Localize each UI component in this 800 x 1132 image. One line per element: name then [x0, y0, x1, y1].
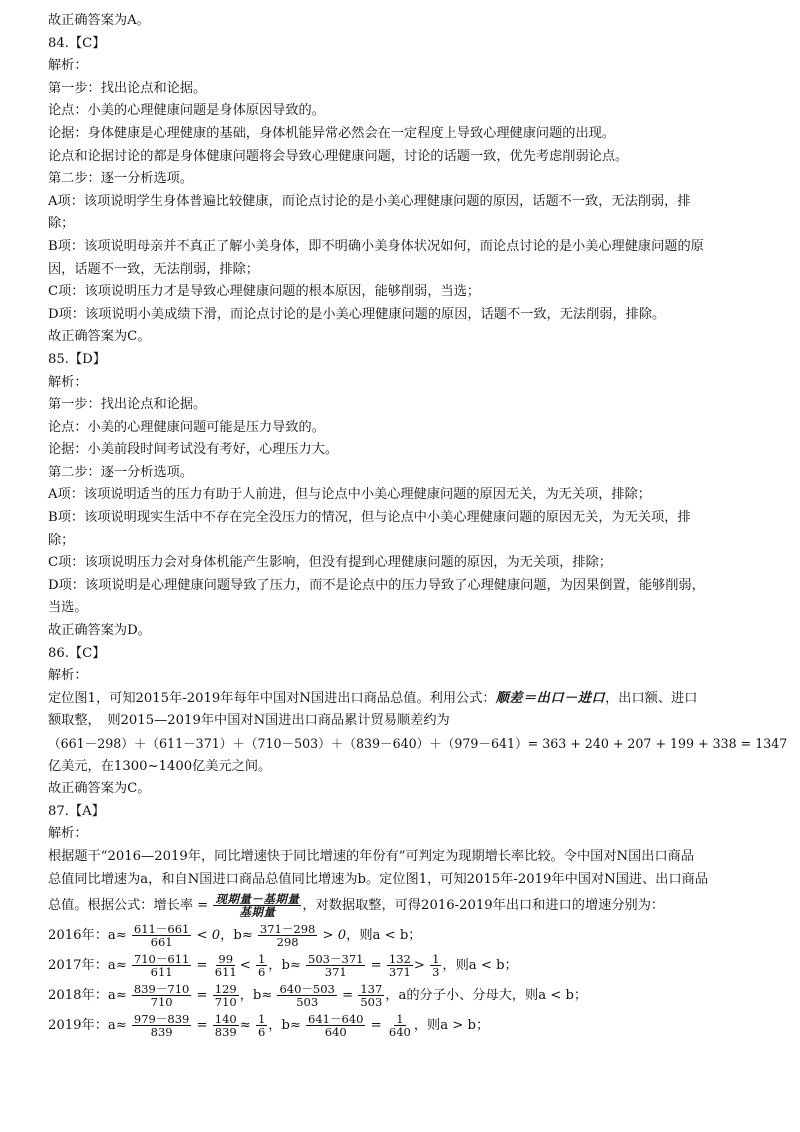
text-line: 当选。	[48, 600, 88, 616]
text-line: 总值同比增速为a，和自N国进口商品总值同比增速为b。定位图1，可知2015年-2019年中国对N国进、出口商品	[48, 871, 709, 887]
text-line: 论据：小美前段时间考试没有考好，心理压力大。	[48, 442, 339, 458]
text-line: 第一步：找出论点和论据。	[48, 397, 207, 413]
text-line: 第二步：逐一分析选项。	[48, 171, 194, 187]
text-line: 故正确答案为D。	[48, 623, 151, 639]
text-line: 论点和论据讨论的都是身体健康问题将会导致心理健康问题，讨论的话题一致，优先考虑削弱论点。	[48, 148, 629, 164]
text-segment: ，对数据取整，可得2016-2019年出口和进口的增速分别为：	[302, 898, 665, 914]
text-line: 第一步：找出论点和论据。	[48, 80, 207, 96]
text-line: 故正确答案为C。	[48, 329, 151, 345]
text-line: D项：该项说明是心理健康问题导致了压力，而不是论点中的压力导致了心理健康问题，为因果倒置，能够削弱，	[48, 577, 705, 593]
text-line: A项：该项说明学生身体普遍比较健康，而论点讨论的是小美心理健康问题的原因，话题不一致，无法削弱，排	[48, 193, 691, 209]
text-line: 解析：	[48, 374, 88, 390]
growth-rate-fraction: $\frac{\text{现期量－基期量}}{\text{基期量}}$	[215, 892, 300, 920]
text-line: 论据：身体健康是心理健康的基础，身体机能异常必然会在一定程度上导致心理健康问题的出现。	[48, 125, 616, 141]
year-2017-line: 2017年：a≈ $\frac{710-611}{611}$ = $\frac{99}{611}$ < $\frac{1}{6}$ ，b≈ $\frac{503-371}{371}$ = $\frac{132}{371}$ > $\frac{1}{3}$ ，则a < b；	[48, 952, 518, 980]
text-line: 故正确答案为A。	[48, 13, 150, 28]
year-2019-line: 2019年：a≈ $\frac{979-839}{839}$ = $\frac{140}{839}$ ≈ $\frac{1}{6}$ ，b≈ $\frac{641-640}{640}$ = $\frac{1}{640}$ ，则a > b；	[48, 1012, 490, 1040]
text-line: 第二步：逐一分析选项。	[48, 464, 194, 480]
text-line: C项：该项说明压力会对身体机能产生影响，但没有提到心理健康问题的原因，为无关项，排除；	[48, 555, 612, 571]
text-line: A项：该项说明适当的压力有助于人前进，但与论点中小美心理健康问题的原因无关，为无关项，排除；	[48, 487, 651, 503]
text-line: 解析：	[48, 58, 88, 74]
text-line: D项：该项说明小美成绩下滑，而论点讨论的是小美心理健康问题的原因，话题不一致，无法削弱，排除。	[48, 306, 666, 322]
text-line: 亿美元，在1300~1400亿美元之间。	[48, 758, 272, 774]
text-segment: ，出口额、进口	[605, 690, 698, 706]
text-line: B项：该项说明母亲并不真正了解小美身体，即不明确小美身体状况如何，而论点讨论的是小美心理健康问题的原	[48, 238, 704, 254]
text-line: 论点：小美的心理健康问题是身体原因导致的。	[48, 103, 325, 119]
question-number: 84.【C】	[48, 35, 106, 51]
document-page	[48, 10, 788, 1041]
year-2016-line: 2016年：a≈ $\frac{611-661}{661}$ < 0，b≈ $\frac{371-298}{298}$ > 0，则a < b；	[48, 922, 422, 950]
text-line: 根据题干“2016—2019年，同比增速快于同比增速的年份有”可判定为现期增长率比较。令中国对N国出口商品	[48, 848, 695, 864]
text-line: 故正确答案为C。	[48, 781, 151, 797]
text-segment: 定位图1，可知2015年-2019年每年中国对N国进出口商品总值。利用公式：	[48, 690, 496, 706]
growth-formula-line: 总值。根据公式：增长率 = $\frac{\text{现期量－基期量}}{\text{基期量}}$ ，对数据取整，可得2016-2019年出口和进口的增速分别为：	[48, 892, 665, 920]
calculation-line: （661－298）＋（611－371）＋（710－503）＋（839－640）＋（979－641）= 363 + 240 + 207 + 199 + 338 = 1347	[48, 736, 788, 751]
text-line: 除；	[48, 216, 75, 232]
text-line: 除；	[48, 532, 75, 548]
text-line: C项：该项说明压力才是导致心理健康问题的根本原因，能够削弱，当选；	[48, 284, 481, 300]
text-line: B项：该项说明现实生活中不存在完全没压力的情况，但与论点中小美心理健康问题的原因无关，为无关项，排	[48, 510, 691, 526]
question-number: 87.【A】	[48, 803, 105, 819]
text-segment: 总值。根据公式：增长率	[48, 898, 194, 914]
year-2018-line: 2018年：a≈ $\frac{839-710}{710}$ = $\frac{129}{710}$ ，b≈ $\frac{640-503}{503}$ = $\frac{137}{503}$ ，a的分子小、分母大，则a < b；	[48, 982, 588, 1010]
text-line: 因，话题不一致，无法削弱，排除；	[48, 261, 259, 277]
surplus-formula: 顺差＝出口－进口	[495, 690, 606, 706]
question-number: 86.【C】	[48, 645, 106, 661]
question-number: 85.【D】	[48, 351, 106, 367]
text-line: 论点：小美的心理健康问题可能是压力导致的。	[48, 419, 325, 435]
text-line: 解析：	[48, 668, 88, 684]
text-line: 额取整， 则2015—2019年中国对N国进出口商品累计贸易顺差约为	[48, 713, 450, 729]
text-line	[48, 688, 752, 711]
text-line: 解析：	[48, 826, 88, 842]
